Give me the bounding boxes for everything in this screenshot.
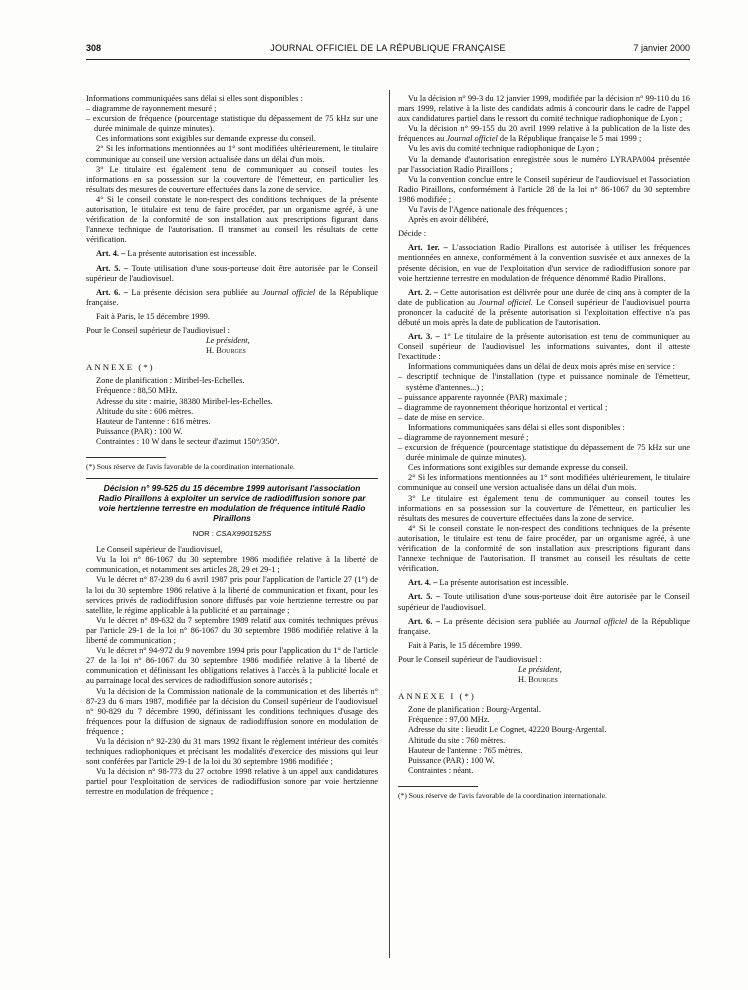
vu-paragraph: Vu la décision de la Commission nationale de la communication et des libertés n° 87-23 du 6 mars 1987, modifiée par la décision du Conseil supérieur de l'audiovisuel n° 90-829 du 7 décembre 1990, définissant les conditions techniques d'usage des fréquences pour la diffusion de signaux de radiodiffusion sonore en modulation de fréquence ; xyxy=(86,686,378,736)
list-item: – diagramme de rayonnement théorique horizontal et vertical ; xyxy=(398,402,608,412)
header-rule xyxy=(86,59,690,60)
signature-line: Pour le Conseil supérieur de l'audiovisuel : xyxy=(398,654,542,664)
article-6 xyxy=(86,288,378,308)
vu-paragraph: Vu la loi n° 86-1067 du 30 septembre 1986 modifiée relative à la liberté de communication, et notamment ses articles 28, 29 et 29-1 ; xyxy=(86,555,378,575)
paragraph: 4° Si le conseil constate le non-respect des conditions techniques de la présente autorisation, le titulaire est tenu de faire procéder, par un organisme agréé, à une vérification de la conformité de son installation aux prescriptions figurant dans l'annexe technique de l'autorisation. Il transmet au conseil les résultats de cette vérification. xyxy=(86,194,378,245)
vu-paragraph: Vu la décision n° 92-230 du 31 mars 1992 fixant le règlement intérieur des comités techniques radiophoniques et précisant les modalités d'exercice des missions qui leur sont conférées par l'article 29-1 de la loi du 30 septembre 1986 modifiée ; xyxy=(86,736,378,767)
annex-line: Contraintes : néant. xyxy=(408,765,474,775)
article-5 xyxy=(86,264,378,284)
signature-line: Pour le Conseil supérieur de l'audiovisuel : xyxy=(86,325,230,335)
article-label: Art. 2. – xyxy=(408,287,438,297)
page-header xyxy=(86,43,690,57)
annex-line: Hauteur de l'antenne : 765 mètres. xyxy=(408,745,523,755)
vu-paragraph: Vu le décret n° 87-239 du 6 avril 1987 pris pour l'application de l'article 27 (1°) de la loi du 30 septembre 1986 relative à la liberté de communication et fixant, pour les services privés de radiodiffusion sonore diffusés par voie hertzienne terrestre ou par satellite, le régime applicable à la publicité et au parrainage ; xyxy=(86,575,378,615)
article-text: La présente autorisation est incessible. xyxy=(125,249,257,259)
vu-text: Vu la décision n° 99-155 du 20 avril 1999 relative à la publication de la liste des fréquences au xyxy=(398,124,690,144)
annex-line: Fréquence : 88,50 MHz. xyxy=(96,386,178,396)
footnote-rule xyxy=(86,457,166,458)
paragraph: 2° Si les informations mentionnées au 1° sont modifiées ultérieurement, le titulaire communique au conseil une version actualisée dans un délai d'un mois. xyxy=(398,473,690,493)
journal-reference: Journal officiel xyxy=(446,134,498,144)
paragraph: Après en avoir délibéré, xyxy=(408,215,489,225)
vu-paragraph xyxy=(398,124,690,144)
paragraph: Ces informations sont exigibles sur demande expresse du conseil. xyxy=(408,463,628,473)
date-line: Fait à Paris, le 15 décembre 1999. xyxy=(408,640,522,650)
paragraph: Informations communiquées sans délai si elles sont disponibles : xyxy=(408,422,625,432)
decision-title: Décision n° 99-525 du 15 décembre 1999 autorisant l'association Radio Piraillons à exploiter un service de radiodiffusion sonore par voie hertzienne terrestre en modulation de fréquence intitulé Radio Piraillons xyxy=(98,483,366,524)
paragraph: 4° Si le conseil constate le non-respect des conditions techniques de la présente autorisation, le titulaire est tenu de faire procéder, par un organisme agréé, à une vérification de la conformité de son installation aux prescriptions figurant dans l'annexe technique de l'autorisation. Il transmet au conseil les résultats de cette vérification. xyxy=(398,523,690,574)
journal-title: JOURNAL OFFICIEL DE LA RÉPUBLIQUE FRANÇAISE xyxy=(270,43,506,53)
page-number: 308 xyxy=(86,43,102,53)
article-label: Art. 6. – xyxy=(96,287,128,297)
article-4 xyxy=(398,578,690,588)
paragraph: 3° Le titulaire est également tenu de communiquer au conseil toutes les informations en sa possession sur la couverture de l'émetteur, en particulier les résultats des mesures de couverture effectuées dans la zone de service. xyxy=(398,493,690,523)
annex-line: Puissance (PAR) : 100 W. xyxy=(408,755,495,765)
article-1 xyxy=(398,243,690,283)
annex-line: Adresse du site : lieudit Le Cognet, 42220 Bourg-Argental. xyxy=(408,725,607,735)
annex-line: Altitude du site : 760 mètres. xyxy=(408,735,506,745)
article-label: Art. 5. – xyxy=(96,263,129,273)
annex-line: Contraintes : 10 W dans le secteur d'azimut 150°/350°. xyxy=(96,436,280,446)
paragraph: 3° Le titulaire est également tenu de communiquer au conseil toutes les informations en sa possession sur la couverture de l'émetteur, en particulier les résultats des mesures de couverture effectuées dans la zone de service. xyxy=(86,164,378,194)
right-column xyxy=(398,94,690,801)
signature-title xyxy=(398,665,690,675)
article-2 xyxy=(398,288,690,328)
signature-name: H. Bourges xyxy=(518,675,558,685)
vu-paragraph: Vu l'avis de l'Agence nationale des fréquences ; xyxy=(408,205,568,215)
annex-title: ANNEXE (*) xyxy=(86,362,155,373)
vu-paragraph: Vu le décret n° 94-972 du 9 novembre 1994 pris pour l'application du 1° de l'article 27 de la loi n° 86-1067 du 30 septembre 1986 modifiée relative à la liberté de communication et définissant les obligations relatives à l'accès à la publicité locale et au parrainage local des services de radiodiffusion sonore autorisés ; xyxy=(86,646,378,686)
nor-label: NOR : xyxy=(192,529,216,539)
vu-paragraph: Vu les avis du comité technique radiophonique de Lyon ; xyxy=(408,144,599,154)
list-item: – date de mise en service. xyxy=(398,412,485,422)
paragraph: 2° Si les informations mentionnées au 1° sont modifiées ultérieurement, le titulaire communique au conseil une version actualisée dans un délai d'un mois. xyxy=(86,144,378,164)
article-text: de la République française. xyxy=(398,616,690,636)
list-item: – diagramme de rayonnement mesuré ; xyxy=(398,433,529,442)
annex-line: Fréquence : 97,00 MHz. xyxy=(408,715,490,725)
article-6 xyxy=(398,617,690,637)
article-label: Art. 1er. – xyxy=(408,243,448,253)
annex-line: Zone de planification : Bourg-Argental. xyxy=(408,705,541,715)
section-rule xyxy=(86,478,378,479)
journal-reference: Journal officiel xyxy=(574,616,628,626)
column-divider xyxy=(389,90,390,958)
list-item: – excursion de fréquence (pourcentage statistique du dépassement de 75 kHz sur une durée minimale de quinze minutes). xyxy=(398,443,690,463)
article-text: L'association Radio Pirallons est autorisée à utiliser les fréquences mentionnées en annexe, conformément à la convention susvisée et aux annexes de la présente décision, en vue de l'exploitation d'un service de radiodiffusion sonore par voie hertzienne terrestre en modulation de fréquence dénommé Radio Pirallons. xyxy=(398,243,690,283)
article-label: Art. 6. – xyxy=(408,616,440,626)
article-3 xyxy=(398,332,690,362)
issue-date: 7 janvier 2000 xyxy=(633,43,690,53)
list-item: – excursion de fréquence (pourcentage statistique du dépassement de 75 kHz sur une durée minimale de quinze minutes). xyxy=(86,114,378,134)
vu-paragraph: Vu la décision n° 99-3 du 12 janvier 1999, modifiée par la décision n° 99-110 du 16 mars 1999, relative à la liste des candidats admis à concourir dans le cadre de l'appel aux candidatures partiel dans le ressort du comité technique radiophonique de Lyon ; xyxy=(398,94,690,124)
vu-paragraph: Vu le décret n° 89-632 du 7 septembre 1989 relatif aux comités techniques prévus par l'article 29-1 de la loi n° 86-1067 du 30 septembre 1986 modifiée relative à la liberté de communication ; xyxy=(86,615,378,646)
signature-title xyxy=(86,336,378,346)
journal-reference: Journal officiel. xyxy=(478,297,533,307)
nor-reference xyxy=(86,529,378,539)
paragraph: Informations communiquées sans délai si elles sont disponibles : xyxy=(86,94,303,103)
vu-paragraph: Vu la convention conclue entre le Conseil supérieur de l'audiovisuel et l'association Radio Piraillons, conformément à l'article 28 de la loi n° 86-1067 du 30 septembre 1986 modifiée ; xyxy=(398,174,690,204)
annex-line: Altitude du site : 606 mètres. xyxy=(96,406,194,416)
journal-reference: Journal officiel xyxy=(262,287,316,297)
article-text: 1° Le titulaire de la présente autorisation est tenu de communiquer au Conseil supérieur de l'audiovisuel les informations suivantes, dont il atteste l'exactitude : xyxy=(398,332,690,362)
article-label: Art. 5. – xyxy=(408,592,441,602)
list-item: – puissance apparente rayonnée (PAR) maximale ; xyxy=(398,392,567,402)
signature-name: H. Bourges xyxy=(206,346,246,356)
paragraph: Ces informations sont exigibles sur demande expresse du conseil. xyxy=(96,134,316,144)
annex-line: Hauteur de l'antenne : 616 mètres. xyxy=(96,416,211,426)
article-5 xyxy=(398,592,690,612)
vu-text: de la République française le 5 mai 1999 ; xyxy=(497,134,642,144)
vu-paragraph: Vu la décision n° 98-773 du 27 octobre 1998 relative à un appel aux candidatures partiel pour l'exploitation de services de radiodiffusion sonore par voie hertzienne terrestre en modulation de fréquence ; xyxy=(86,767,378,797)
footnote: (*) Sous réserve de l'avis favorable de la coordination internationale. xyxy=(86,462,295,471)
article-text: Le Conseil supérieur de l'audiovisuel pourra prononcer la caducité de la présente autorisation si l'exploitation effective n'a pas débuté un mois après la date de publication de l'autorisation. xyxy=(398,297,690,327)
annex-line: Zone de planification : Miribel-les-Echelles. xyxy=(96,376,245,386)
article-text: de la République française. xyxy=(86,287,378,307)
article-label: Art. 3. – xyxy=(408,332,440,342)
article-text: La présente autorisation est incessible. xyxy=(437,578,569,588)
annex-line: Puissance (PAR) : 100 W. xyxy=(96,426,183,436)
list-item: – descriptif technique de l'installation (type et puissance nominale de l'émetteur, système d'antennes...) ; xyxy=(398,372,690,392)
signature-role: Le président, xyxy=(206,336,250,346)
annex-title: ANNEXE I (*) xyxy=(398,691,476,702)
signature-role: Le président, xyxy=(518,664,562,674)
paragraph: Informations communiquées dans un délai de deux mois après mise en service : xyxy=(408,362,675,372)
article-label: Art. 4. – xyxy=(96,249,126,259)
left-column xyxy=(86,94,378,798)
article-4 xyxy=(86,249,378,259)
paragraph: Le Conseil supérieur de l'audiovisuel, xyxy=(96,545,223,555)
annex-line: Adresse du site : mairie, 38380 Miribel-les-Echelles. xyxy=(96,396,273,406)
list-item: – diagramme de rayonnement mesuré ; xyxy=(86,104,217,114)
article-text: La présente décision sera publiée au xyxy=(127,287,263,297)
footnote-rule xyxy=(398,786,478,787)
nor-value: CSAX9901525S xyxy=(215,529,272,539)
footnote: (*) Sous réserve de l'avis favorable de la coordination internationale. xyxy=(398,790,607,800)
article-text: Toute utilisation d'une sous-porteuse doit être autorisée par le Conseil supérieur de l'audiovisuel. xyxy=(398,592,690,612)
vu-paragraph: Vu la demande d'autorisation enregistrée sous le numéro LYRAPA004 présentée par l'association Radio Piraillons ; xyxy=(398,154,690,174)
date-line: Fait à Paris, le 15 décembre 1999. xyxy=(96,311,210,321)
article-label: Art. 4. – xyxy=(408,578,438,588)
decide-heading: Décide : xyxy=(398,229,427,239)
article-text: La présente décision sera publiée au xyxy=(439,616,575,626)
article-text: Toute utilisation d'une sous-porteuse doit être autorisée par le Conseil supérieur de l'audiovisuel. xyxy=(86,263,378,283)
article-text: Cette autorisation est délivrée pour une durée de cinq ans à compter de la date de publication au xyxy=(398,287,690,307)
